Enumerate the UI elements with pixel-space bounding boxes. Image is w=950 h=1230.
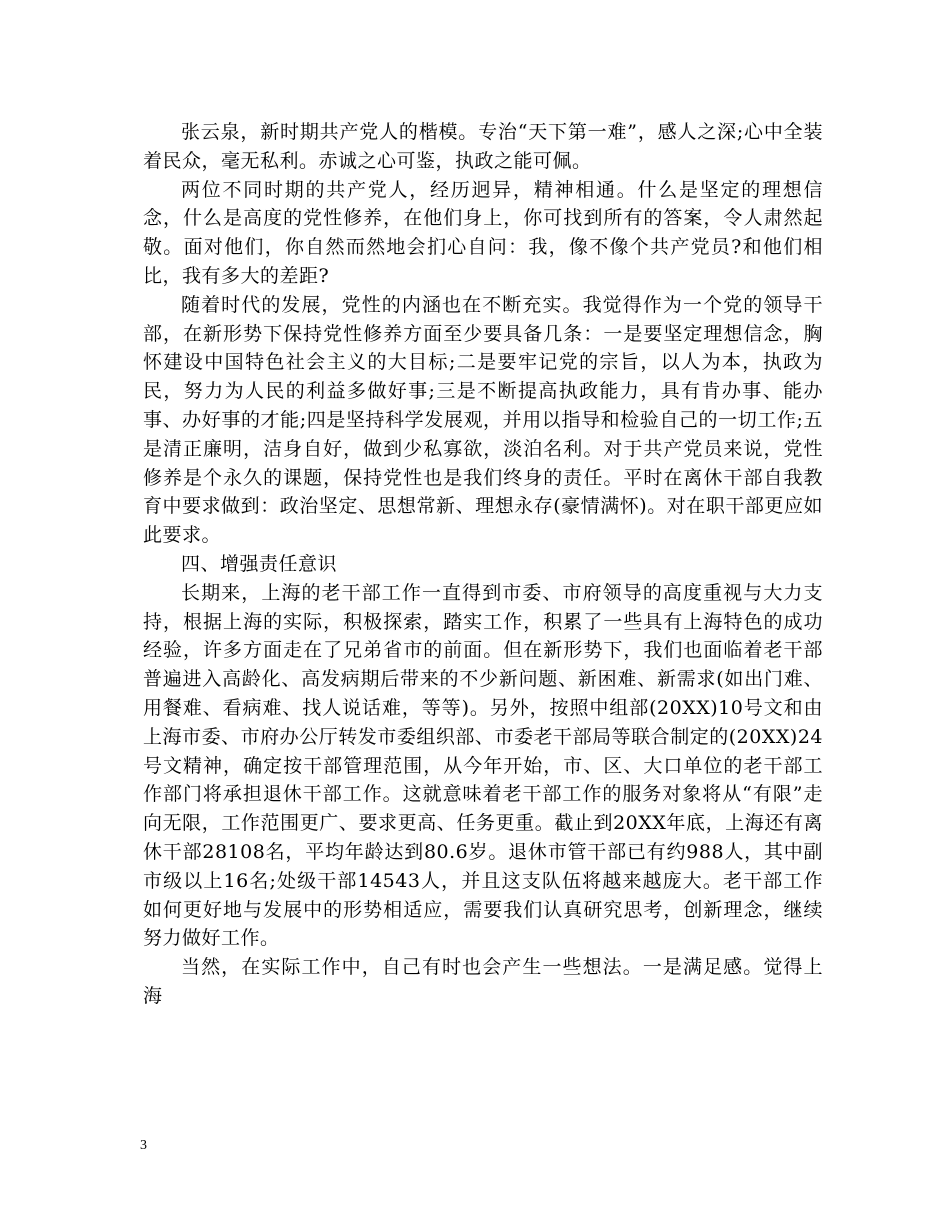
paragraph: 两位不同时期的共产党人，经历迥异，精神相通。什么是坚定的理想信念，什么是高度的党性修养，在他们身上，你可找到所有的答案，令人肃然起敬。面对他们，你自然而然地会扪心自问：我，像不像个共产党员?和他们相比，我有多大的差距? — [143, 178, 823, 287]
section-heading: 四、增强责任意识 — [181, 552, 338, 575]
document-body — [143, 118, 823, 1011]
paragraph: 张云泉，新时期共产党人的楷模。专治“天下第一难”，感人之深;心中全装着民众，毫无私利。赤诚之心可鉴，执政之能可佩。 — [143, 121, 823, 172]
paragraph: 当然，在实际工作中，自己有时也会产生一些想法。一是满足感。觉得上海 — [143, 956, 823, 1007]
paragraph: 随着时代的发展，党性的内涵也在不断充实。我觉得作为一个党的领导干部，在新形势下保持党性修养方面至少要具备几条：一是要坚定理想信念，胸怀建设中国特色社会主义的大目标;二是要牢记党的宗旨，以人为本，执政为民，努力为人民的利益多做好事;三是不断提高执政能力，具有肯办事、能办事、办好事的才能;四是坚持科学发展观，并用以指导和检验自己的一切工作;五是清正廉明，洁身自好，做到少私寡欲，淡泊名利。对于共产党员来说，党性修养是个永久的课题，保持党性也是我们终身的责任。平时在离休干部自我教育中要求做到：政治坚定、思想常新、理想永存(豪情满怀)。对在职干部更应如此要求。 — [143, 293, 823, 547]
paragraph: 长期来，上海的老干部工作一直得到市委、市府领导的高度重视与大力支持，根据上海的实际，积极探索，踏实工作，积累了一些具有上海特色的成功经验，许多方面走在了兄弟省市的前面。但在新形势下，我们也面临着老干部普遍进入高龄化、高发病期后带来的不少新问题、新困难、新需求(如出门难、用餐难、看病难、找人说话难，等等)。另外，按照中组部(20XX)10号文和由上海市委、市府办公厅转发市委组织部、市委老干部局等联合制定的(20XX)24号文精神，确定按干部管理范围，从今年开始，市、区、大口单位的老干部工作部门将承担退休干部工作。这就意味着老干部工作的服务对象将从“有限”走向无限，工作范围更广、要求更高、任务更重。截止到20XX年底，上海还有离休干部28108名，平均年龄达到80.6岁。退休市管干部已有约988人，其中副市级以上16名;处级干部14543人，并且这支队伍将越来越庞大。老干部工作如何更好地与发展中的形势相适应，需要我们认真研究思考，创新理念，继续努力做好工作。 — [143, 581, 823, 950]
page-number: 3 — [140, 1138, 147, 1153]
